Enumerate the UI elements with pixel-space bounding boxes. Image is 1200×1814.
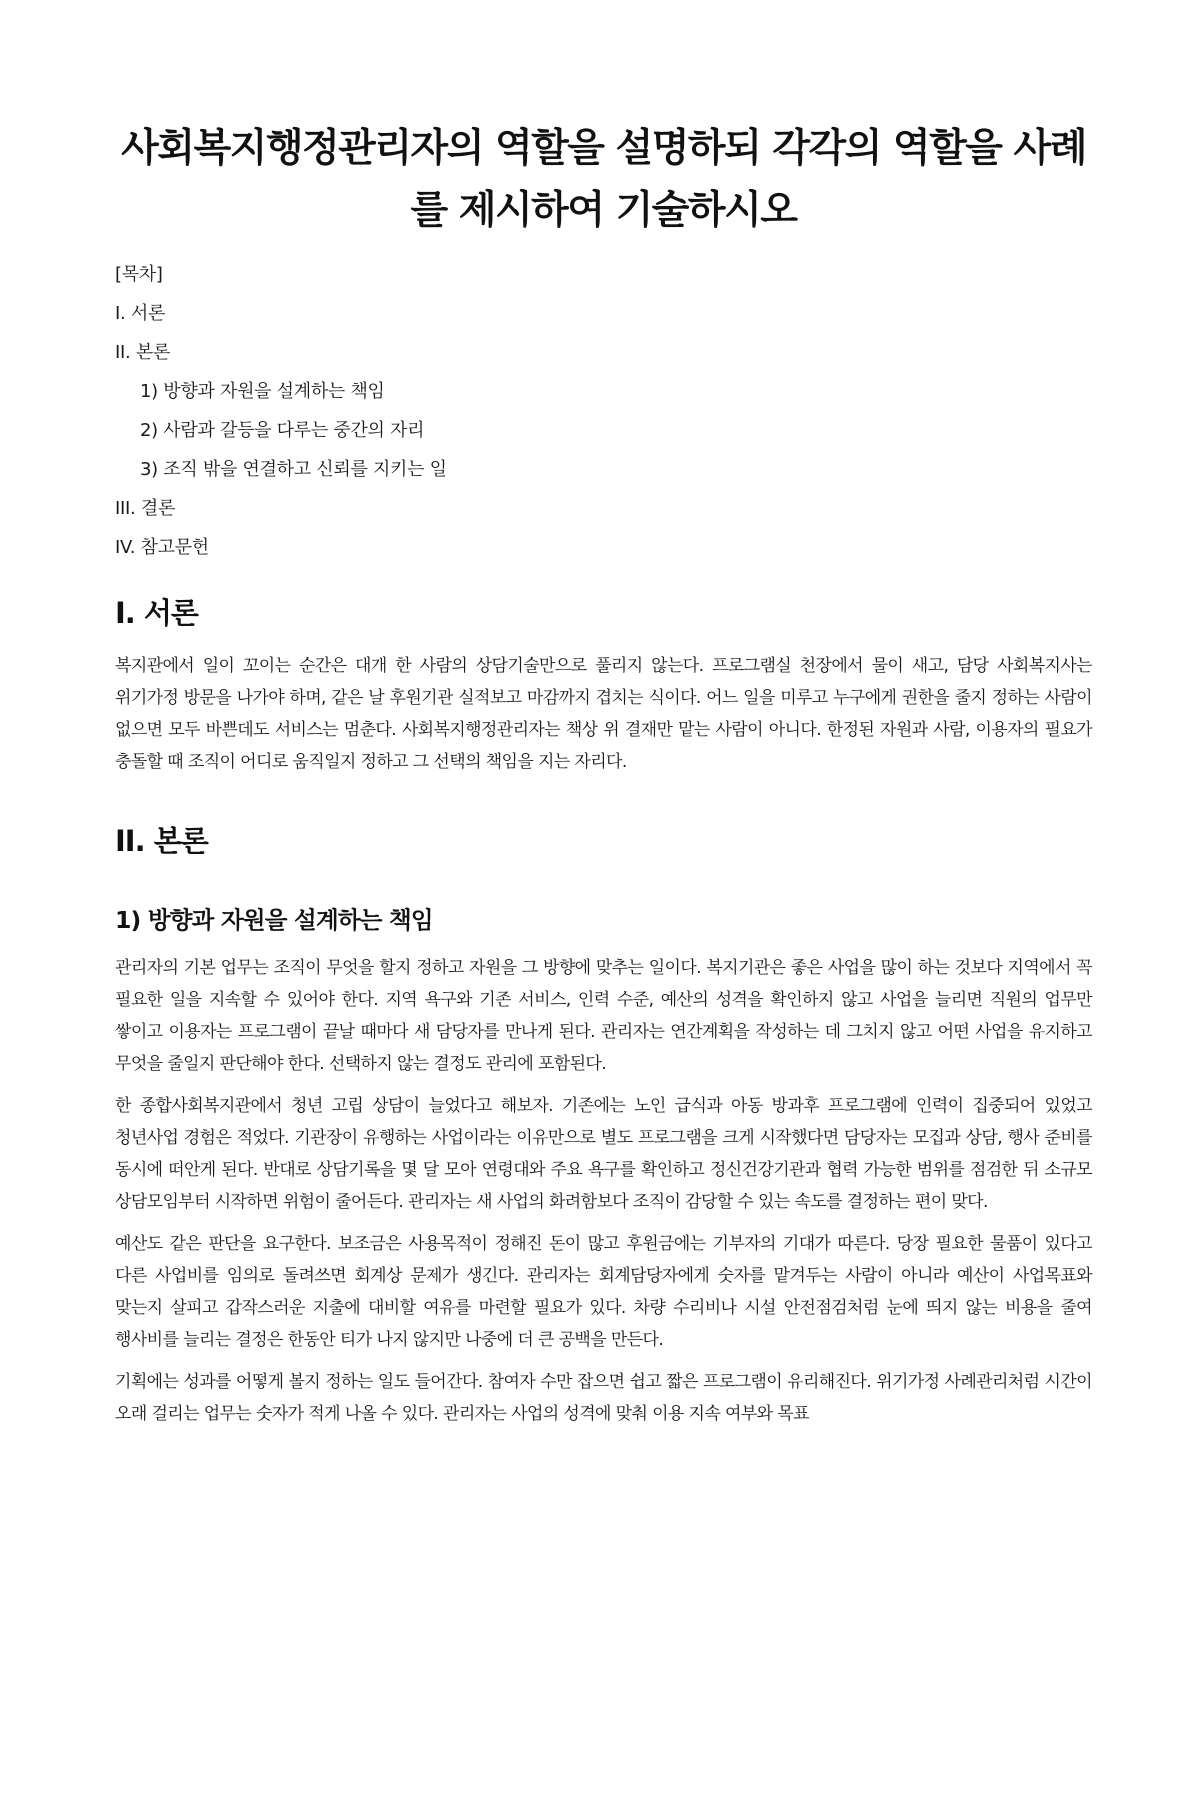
document-title: 사회복지행정관리자의 역할을 설명하되 각각의 역할을 사례를 제시하여 기술하시오 (121, 126, 1086, 233)
body-paragraph: 기획에는 성과를 어떻게 볼지 정하는 일도 들어간다. 참여자 수만 잡으면 쉽고 짧은 프로그램이 유리해진다. 위기가정 사례관리처럼 시간이 오래 걸리는 업무는 숫자가 적게 나올 수 있다. 관리자는 사업의 성격에 맞춰 이용 지속 여부와 목표 (115, 1372, 1092, 1424)
toc-item-references: IV. 참고문헌 (115, 537, 209, 558)
intro-heading: I. 서론 (115, 596, 198, 630)
body-paragraph: 예산도 같은 판단을 요구한다. 보조금은 사용목적이 정해진 돈이 많고 후원금에는 기부자의 기대가 따른다. 당장 필요한 물품이 있다고 다른 사업비를 임의로 돌려쓰면 회계상 문제가 생긴다. 관리자는 회계담당자에게 숫자를 맡겨두는 사람이 아니라 예산이 사업목표와 맞는지 살피고 갑작스러운 지출에 대비할 여유를 마련할 필요가 있다. 차량 수리비나 시설 안전점검처럼 눈에 띄지 않는 비용을 줄여 행사비를 늘리는 결정은 한동안 티가 나지 않지만 나중에 더 큰 공백을 만든다. (115, 1234, 1092, 1350)
body-heading: II. 본론 (115, 824, 208, 858)
toc-item-body-1: 1) 방향과 자원을 설계하는 책임 (140, 381, 385, 402)
toc-item-body: II. 본론 (115, 342, 171, 363)
body-paragraph: 한 종합사회복지관에서 청년 고립 상담이 늘었다고 해보자. 기존에는 노인 급식과 아동 방과후 프로그램에 인력이 집중되어 있었고 청년사업 경험은 적었다. 기관장이 유행하는 사업이라는 이유만으로 별도 프로그램을 크게 시작했다면 담당자는 모집과 상담, 행사 준비를 동시에 떠안게 된다. 반대로 상담기록을 몇 달 모아 연령대와 주요 욕구를 확인하고 정신건강기관과 협력 가능한 범위를 점검한 뒤 소규모 상담모임부터 시작하면 위험이 줄어든다. 관리자는 새 사업의 화려함보다 조직이 감당할 수 있는 속도를 결정하는 편이 맞다. (115, 1096, 1092, 1212)
toc-heading: [목차] (115, 264, 163, 285)
document-page (0, 118, 1200, 1814)
body-subsection-1-heading: 1) 방향과 자원을 설계하는 책임 (115, 906, 433, 934)
intro-paragraph: 복지관에서 일이 꼬이는 순간은 대개 한 사람의 상담기술만으로 풀리지 않는다. 프로그램실 천장에서 물이 새고, 담당 사회복지사는 위기가정 방문을 나가야 하며, 같은 날 후원기관 실적보고 마감까지 겹치는 식이다. 어느 일을 미루고 누구에게 권한을 줄지 정하는 사람이 없으면 모두 바쁜데도 서비스는 멈춘다. 사회복지행정관리자는 책상 위 결재만 맡는 사람이 아니다. 한정된 자원과 사람, 이용자의 필요가 충돌할 때 조직이 어디로 움직일지 정하고 그 선택의 책임을 지는 자리다. (115, 656, 1092, 772)
toc-item-body-2: 2) 사람과 갈등을 다루는 중간의 자리 (140, 420, 425, 441)
table-of-contents (115, 262, 1092, 560)
toc-item-body-3: 3) 조직 밖을 연결하고 신뢰를 지키는 일 (140, 459, 447, 480)
toc-item-intro: I. 서론 (115, 303, 166, 324)
body-paragraph: 관리자의 기본 업무는 조직이 무엇을 할지 정하고 자원을 그 방향에 맞추는 일이다. 복지기관은 좋은 사업을 많이 하는 것보다 지역에서 꼭 필요한 일을 지속할 수 있어야 한다. 지역 욕구와 기존 서비스, 인력 수준, 예산의 성격을 확인하지 않고 사업을 늘리면 직원의 업무만 쌓이고 이용자는 프로그램이 끝날 때마다 새 담당자를 만나게 된다. 관리자는 연간계획을 작성하는 데 그치지 않고 어떤 사업을 유지하고 무엇을 줄일지 판단해야 한다. 선택하지 않는 결정도 관리에 포함된다. (115, 958, 1092, 1074)
toc-item-conclusion: III. 결론 (115, 498, 176, 519)
